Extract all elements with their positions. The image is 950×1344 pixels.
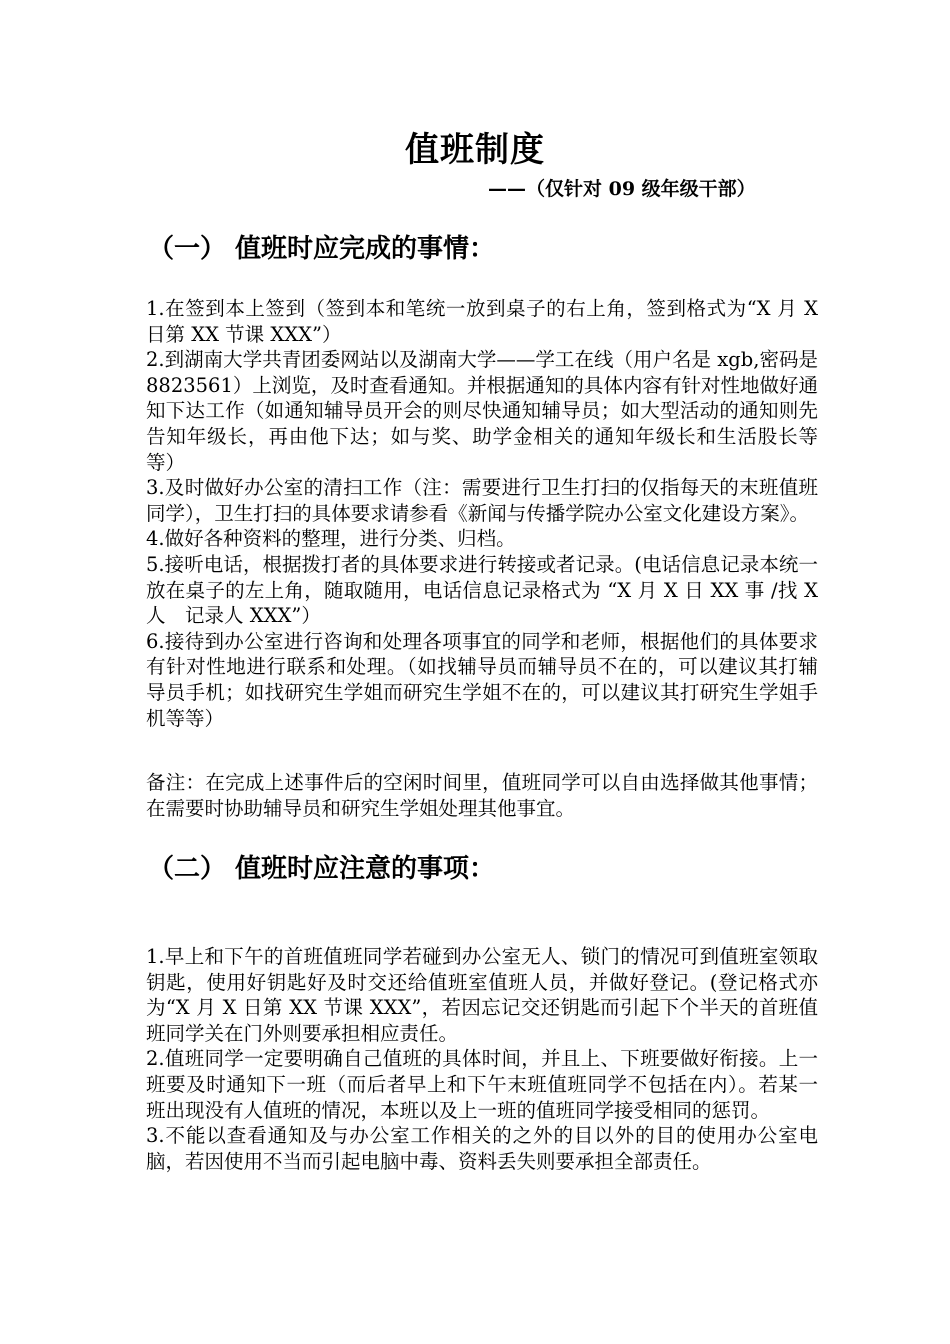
- list-item: 1.早上和下午的首班值班同学若碰到办公室无人、锁门的情况可到值班室领取钥匙，使用好钥匙好及时交还给值班室值班人员，并做好登记。(登记格式亦为“X 月 X 日第 XX 节课 XXX”，若因忘记交还钥匙而引起下个半天的首班值班同学关在门外则要承担相应责任。: [146, 945, 818, 1045]
- section-tasks-list: [146, 296, 818, 731]
- list-item: 4.做好各种资料的整理，进行分类、归档。: [146, 527, 516, 551]
- list-item: 2.值班同学一定要明确自己值班的具体时间，并且上、下班要做好衔接。上一班要及时通知下一班（而后者早上和下午末班值班同学不包括在内）。若某一班出现没有人值班的情况，本班以及上一班的值班同学接受相同的惩罚。: [146, 1047, 818, 1122]
- note-paragraph: 备注：在完成上述事件后的空闲时间里，值班同学可以自由选择做其他事情；在需要时协助辅导员和研究生学姐处理其他事宜。: [146, 771, 818, 820]
- section-tasks-note: [146, 770, 818, 821]
- section-precautions-list: [146, 944, 818, 1174]
- document-title: 值班制度: [405, 130, 545, 170]
- document-subtitle: ——（仅针对 09 级年级干部）: [488, 178, 756, 200]
- list-item: 3.及时做好办公室的清扫工作（注：需要进行卫生打扫的仅指每天的末班值班同学），卫生打扫的具体要求请参看《新闻与传播学院办公室文化建设方案》。: [146, 476, 818, 525]
- list-item: 1.在签到本上签到（签到本和笔统一放到桌子的右上角，签到格式为“X 月 X 日第 XX 节课 XXX”）: [146, 297, 818, 346]
- list-item: 2.到湖南大学共青团委网站以及湖南大学——学工在线（用户名是 xgb,密码是 8823561）上浏览，及时查看通知。并根据通知的具体内容有针对性地做好通知下达工作（如通知辅导员开会的则尽快通知辅导员；如大型活动的通知则先告知年级长，再由他下达；如与奖、助学金相关的通知年级长和生活股长等等）: [146, 348, 818, 474]
- section-heading-precautions: （二） 值班时应注意的事项：: [148, 854, 496, 884]
- section-heading-tasks: （一） 值班时应完成的事情：: [148, 234, 496, 264]
- list-item: 5.接听电话，根据拨打者的具体要求进行转接或者记录。(电话信息记录本统一放在桌子的左上角，随取随用，电话信息记录格式为 “X 月 X 日 XX 事 /找 X 人 记录人 XXX”）: [146, 552, 818, 628]
- list-item: 3.不能以查看通知及与办公室工作相关的之外的目以外的目的使用办公室电脑，若因使用不当而引起电脑中毒、资料丢失则要承担全部责任。: [146, 1124, 818, 1173]
- list-item: 6.接待到办公室进行咨询和处理各项事宜的同学和老师，根据他们的具体要求有针对性地进行联系和处理。（如找辅导员而辅导员不在的，可以建议其打辅导员手机；如找研究生学姐而研究生学姐不在的，可以建议其打研究生学姐手机等等）: [146, 629, 818, 730]
